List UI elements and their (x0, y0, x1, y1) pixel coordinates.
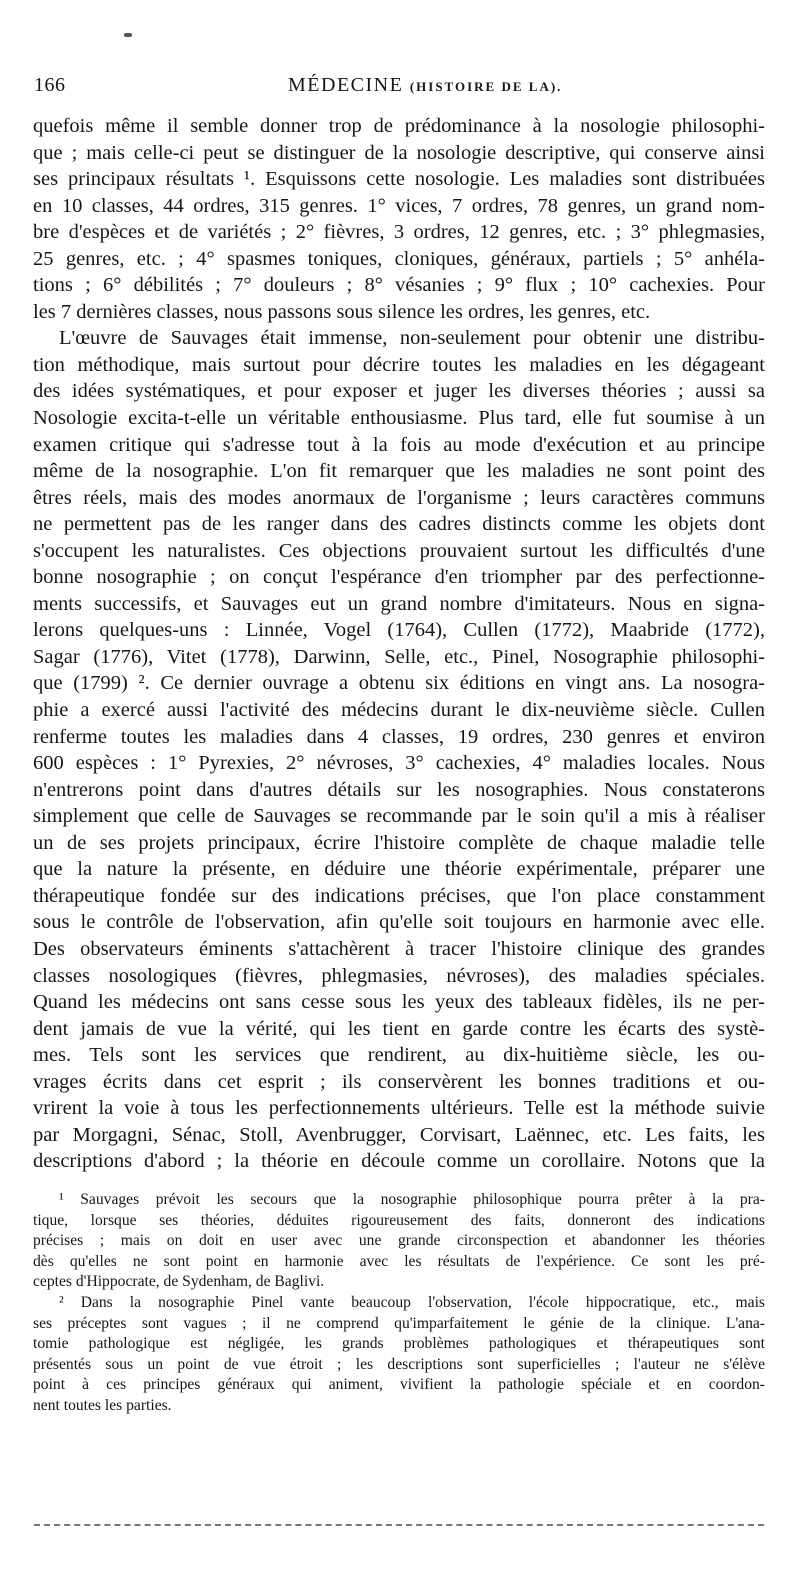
footnote-line: présentés sous un point de vue étroit ; les descriptions sont superficielles ; l'auteur ne s'élève (33, 1355, 765, 1373)
body-line: simplement que celle de Sauvages se recommande par le soin qu'il a mis à réaliser (33, 805, 765, 828)
body-line: Sagar (1776), Vitet (1778), Darwinn, Selle, etc., Pinel, Nosographie philosophi- (33, 645, 765, 668)
body-line: 25 genres, etc. ; 4° spasmes toniques, cloniques, généraux, partiels ; 5° anhéla- (33, 247, 765, 270)
footnotes (33, 1190, 765, 1417)
footnote-line: point à ces principes généraux qui animent, vivifient la pathologie spéciale et en coordon- (33, 1376, 765, 1394)
footnote-line: ² Dans la nosographie Pinel vante beaucoup l'observation, l'école hippocratique, etc., mais (59, 1293, 765, 1311)
running-title-sub: (HISTOIRE DE LA). (409, 79, 563, 94)
body-line: 600 espèces : 1° Pyrexies, 2° névroses, 3° cachexies, 4° maladies locales. Nous (33, 752, 765, 775)
body-line: ments successifs, et Sauvages eut un grand nombre d'imitateurs. Nous en signa- (33, 592, 765, 615)
footnote-line: nent toutes les parties. (33, 1396, 172, 1414)
body-line: bonne nosographie ; on conçut l'espérance d'en triompher par des perfectionne- (33, 566, 765, 589)
body-line: renferme toutes les maladies dans 4 classes, 19 ordres, 230 genres et environ (33, 725, 765, 748)
page-header (32, 74, 762, 104)
body-line: tion méthodique, mais surtout pour décrire toutes les maladies en les dégageant (33, 353, 765, 376)
body-line: L'œuvre de Sauvages était immense, non-seulement pour obtenir une distribu- (59, 327, 765, 350)
body-line: descriptions d'abord ; la théorie en découle comme un corollaire. Notons que la (33, 1150, 765, 1173)
bottom-dashed-rule (34, 1524, 764, 1526)
body-line: thérapeutique fondée sur des indications précises, que l'on place constamment (33, 884, 765, 907)
running-title (288, 74, 562, 97)
body-line: que la nature la présente, en déduire une théorie expérimentale, préparer une (33, 858, 765, 881)
running-title-main: MÉDECINE (288, 74, 404, 96)
footnote-line: dès qu'elles ne sont point en harmonie avec les résultats de l'expérience. Ce sont les pré- (33, 1252, 765, 1270)
body-line: phie a exercé aussi l'activité des médecins durant le dix-neuvième siècle. Cullen (33, 699, 765, 722)
body-line: par Morgagni, Sénac, Stoll, Avenbrugger, Corvisart, Laënnec, etc. Les faits, les (33, 1123, 765, 1146)
body-line: classes nosologiques (fièvres, phlegmasies, névroses), des maladies spéciales. (33, 964, 765, 987)
body-line: sous le contrôle de l'observation, afin qu'elle soit toujours en harmonie avec elle. (33, 911, 765, 934)
body-line: un de ses projets principaux, écrire l'histoire complète de chaque maladie telle (33, 831, 765, 854)
footnote-line: ceptes d'Hippocrate, de Sydenham, de Baglivi. (33, 1273, 325, 1291)
body-line: bre d'espèces et de variétés ; 2° fièvres, 3 ordres, 12 genres, etc. ; 3° phlegmasies, (33, 221, 765, 244)
body-line: tions ; 6° débilités ; 7° douleurs ; 8° vésanies ; 9° flux ; 10° cachexies. Pour (33, 274, 765, 297)
body-line: lerons quelques-uns : Linnée, Vogel (1764), Cullen (1772), Maabride (1772), (33, 619, 765, 642)
body-line: êtres réels, mais des modes anormaux de l'organisme ; leurs caractères communs (33, 486, 765, 509)
ink-smudge (124, 33, 132, 37)
footnote-line: tique, lorsque ses théories, déduites rigoureusement des faits, donneront des indications (33, 1211, 765, 1229)
body-line: dent jamais de vue la vérité, qui les tient en garde contre les écarts des systè- (33, 1017, 765, 1040)
body-line: en 10 classes, 44 ordres, 315 genres. 1° vices, 7 ordres, 78 genres, un grand nom- (33, 194, 765, 217)
body-line: vrages écrits dans cet esprit ; ils conservèrent les bonnes traditions et ou- (33, 1070, 765, 1093)
body-line: des idées systématiques, et pour exposer et juger les diverses théories ; aussi sa (33, 380, 765, 403)
footnote-line: ses préceptes sont vagues ; il ne comprend qu'imparfaitement le génie de la clinique. L'ana- (33, 1314, 765, 1332)
body-line: que (1799) ². Ce dernier ouvrage a obtenu six éditions en vingt ans. La nosogra- (33, 672, 765, 695)
footnote-line: tomie pathologique est négligée, les grands problèmes pathologiques et thérapeutiques sont (33, 1335, 765, 1353)
body-line: les 7 dernières classes, nous passons sous silence les ordres, les genres, etc. (33, 300, 651, 323)
body-line: Nosologie excita-t-elle un véritable enthousiasme. Plus tard, elle fut soumise à un (33, 407, 765, 430)
body-line: n'entrerons point dans d'autres détails sur les nosographies. Nous constaterons (33, 778, 765, 801)
body-line: même de la nosographie. L'on fit remarquer que les maladies ne sont point des (33, 460, 765, 483)
body-text (33, 113, 765, 1201)
body-line: Des observateurs éminents s'attachèrent à tracer l'histoire clinique des grandes (33, 937, 765, 960)
body-line: Quand les médecins ont sans cesse sous les yeux des tableaux fidèles, ils ne per- (33, 991, 765, 1014)
body-line: vrirent la voie à tous les perfectionnements ultérieurs. Telle est la méthode suivie (33, 1097, 765, 1120)
footnote-line: précises ; mais on doit en user avec une grande circonspection et abandonner les théories (33, 1232, 765, 1250)
footnote-line: ¹ Sauvages prévoit les secours que la nosographie philosophique pourra prêter à la pra- (59, 1191, 765, 1208)
page-number: 166 (34, 74, 66, 96)
body-line: quefois même il semble donner trop de prédominance à la nosologie philosophi- (33, 115, 765, 137)
body-line: que ; mais celle-ci peut se distinguer de la nosologie descriptive, qui conserve ainsi (33, 141, 765, 164)
body-line: s'occupent les naturalistes. Ces objections prouvaient surtout les difficultés d'une (33, 539, 765, 562)
body-line: examen critique qui s'adresse tout à la fois au mode d'exécution et au principe (33, 433, 765, 456)
body-line: ses principaux résultats ¹. Esquissons cette nosologie. Les maladies sont distribuées (33, 168, 765, 191)
body-line: ne permettent pas de les ranger dans des cadres distincts comme les objets dont (33, 513, 765, 536)
body-line: mes. Tels sont les services que rendirent, au dix-huitième siècle, les ou- (33, 1044, 765, 1067)
